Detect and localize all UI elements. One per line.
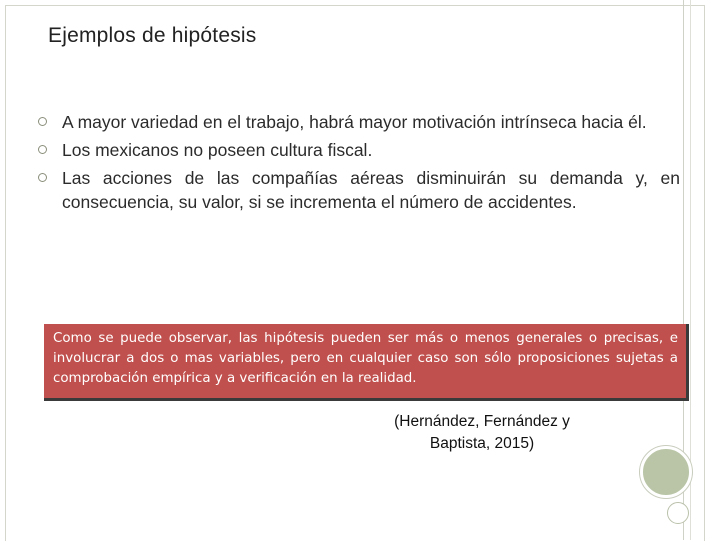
list-item: [38, 138, 680, 162]
list-item: [38, 110, 680, 134]
citation-line: (Hernández, Fernández y: [394, 413, 570, 430]
decorative-rail-secondary: [690, 0, 691, 540]
citation: [372, 411, 592, 455]
bullet-text: Los mexicanos no poseen cultura fiscal.: [62, 140, 373, 160]
decorative-circle-icon: [640, 446, 692, 498]
bullet-circle-icon: [38, 145, 47, 154]
bullet-circle-icon: [38, 117, 47, 126]
decorative-ring-icon: [667, 502, 689, 524]
bullet-text: Las acciones de las compañías aéreas disminuirán su demanda y, en consecuencia, su valor, si se incrementa el número de accidentes.: [62, 168, 680, 212]
callout-box: [44, 324, 689, 401]
bullet-circle-icon: [38, 173, 47, 182]
callout-text: Como se puede observar, las hipótesis pueden ser más o menos generales o precisas, e involucrar a dos o mas variables, pero en cualquier caso son sólo proposiciones sujetas a comprobación empírica y a verificación en la realidad.: [53, 331, 678, 386]
bullet-list: [38, 110, 680, 218]
slide-title: Ejemplos de hipótesis: [48, 24, 257, 47]
list-item: [38, 166, 680, 214]
slide-frame: [5, 5, 705, 541]
citation-line: Baptista, 2015): [429, 435, 535, 452]
bullet-text: A mayor variedad en el trabajo, habrá mayor motivación intrínseca hacia él.: [62, 112, 647, 132]
